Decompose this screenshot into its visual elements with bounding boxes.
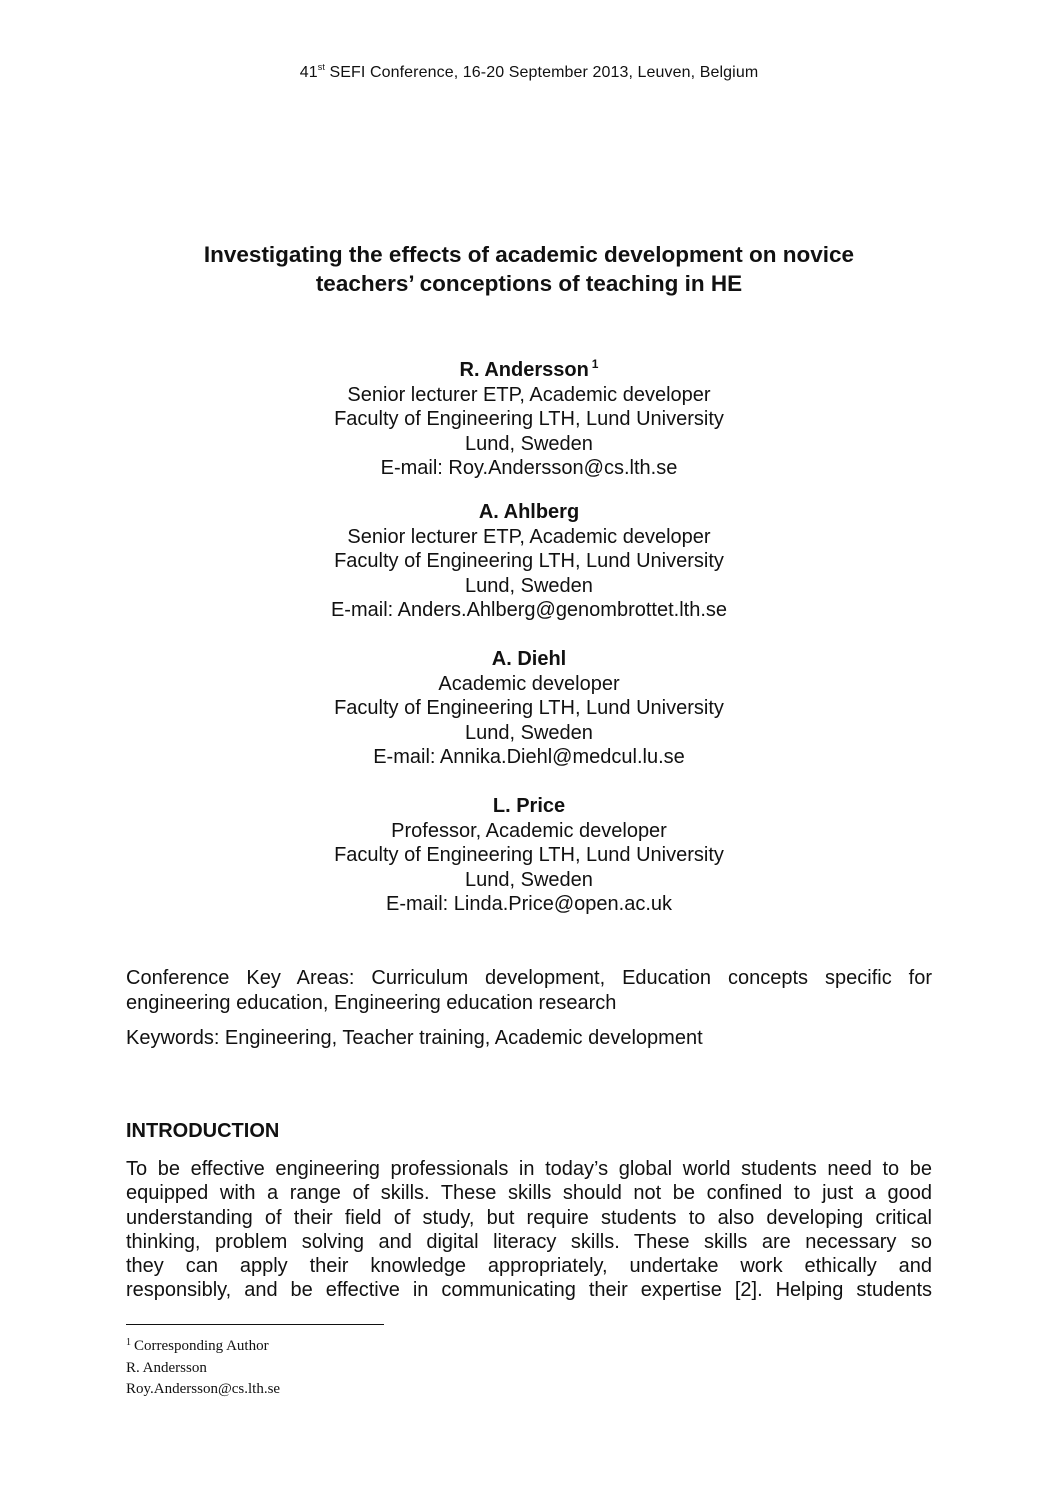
author-block-2 xyxy=(0,500,1058,623)
footnote-separator xyxy=(126,1324,384,1325)
author-role: Senior lecturer ETP, Academic developer xyxy=(347,525,711,548)
conference-number: 41 xyxy=(299,64,318,81)
footnote-text: Corresponding Author xyxy=(134,1338,269,1354)
author-affiliation: Faculty of Engineering LTH, Lund University xyxy=(334,408,724,430)
section-heading-introduction: INTRODUCTION xyxy=(126,1120,280,1142)
paragraph-line: they can apply their knowledge appropriately, undertake work ethically and xyxy=(126,1255,932,1278)
author-email: E-mail: Linda.Price@open.ac.uk xyxy=(386,893,672,915)
footnote xyxy=(126,1332,280,1401)
paragraph-line: understanding of their field of study, but require students to also developing critical xyxy=(126,1206,932,1229)
author-affiliation: Faculty of Engineering LTH, Lund University xyxy=(334,550,724,572)
footnote-name: R. Andersson xyxy=(126,1359,207,1376)
author-name xyxy=(0,352,1058,383)
author-location: Lund, Sweden xyxy=(465,721,593,744)
author-affiliation: Faculty of Engineering LTH, Lund University xyxy=(334,697,724,719)
paper-title xyxy=(100,240,958,298)
paragraph-line: To be effective engineering professionals in today’s global world students need to be xyxy=(126,1158,932,1180)
author-name-text: R. Andersson xyxy=(459,359,589,381)
author-affiliation: Faculty of Engineering LTH, Lund University xyxy=(334,844,724,866)
conference-key-areas: Conference Key Areas: Curriculum development, Education concepts specific for engineering education, Engineering education research xyxy=(126,967,932,1014)
author-name: A. Diehl xyxy=(491,648,567,670)
keywords: Keywords: Engineering, Teacher training, Academic development xyxy=(126,1027,703,1049)
paragraph-line: equipped with a range of skills. These skills should not be confined to just a good xyxy=(126,1182,932,1205)
author-email: E-mail: Annika.Diehl@medcul.lu.se xyxy=(373,746,685,768)
author-name: A. Ahlberg xyxy=(478,501,580,523)
title-line-1: Investigating the effects of academic development on novice xyxy=(203,242,855,267)
conference-header xyxy=(0,62,1058,82)
author-location: Lund, Sweden xyxy=(465,574,593,597)
footnote-line xyxy=(126,1332,280,1358)
author-block-3 xyxy=(0,647,1058,770)
author-location: Lund, Sweden xyxy=(465,432,593,455)
introduction-paragraph xyxy=(126,1157,932,1303)
author-name: L. Price xyxy=(492,795,566,817)
paragraph-line: responsibly, and be effective in communicating their expertise [2]. Helping students xyxy=(126,1279,932,1302)
author-email: E-mail: Roy.Andersson@cs.lth.se xyxy=(380,457,678,479)
author-email: E-mail: Anders.Ahlberg@genombrottet.lth.se xyxy=(330,599,728,621)
author-location: Lund, Sweden xyxy=(465,868,593,891)
author-block-1 xyxy=(0,352,1058,481)
author-role: Academic developer xyxy=(438,672,620,695)
title-line-2: teachers’ conceptions of teaching in HE xyxy=(315,271,743,296)
footnote-email: Roy.Andersson@cs.lth.se xyxy=(126,1381,281,1397)
paragraph-line: thinking, problem solving and digital literacy skills. These skills are necessary so xyxy=(126,1230,932,1253)
conference-text: SEFI Conference, 16-20 September 2013, Leuven, Belgium xyxy=(324,64,759,81)
footnote-number: 1 xyxy=(126,1337,131,1348)
author-role: Senior lecturer ETP, Academic developer xyxy=(347,383,711,406)
author-block-4 xyxy=(0,794,1058,917)
conference-ordinal: st xyxy=(317,62,325,72)
author-role: Professor, Academic developer xyxy=(391,819,667,842)
footnote-mark: 1 xyxy=(591,357,599,371)
